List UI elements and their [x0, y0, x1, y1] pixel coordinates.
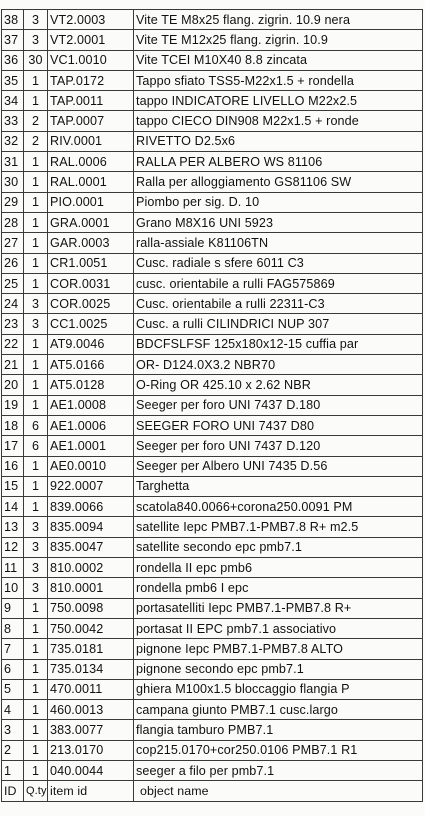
table-row [2, 273, 423, 293]
header-qty: Q.ty [24, 781, 48, 801]
table-row [2, 679, 423, 699]
row-item-id-cell: COR.0025 [48, 294, 134, 314]
row-id-cell: 34 [2, 91, 24, 111]
row-qty-cell: 3 [24, 294, 48, 314]
row-id-cell: 27 [2, 233, 24, 253]
row-item-id-cell: 750.0098 [48, 598, 134, 618]
row-item-id-cell: VT2.0001 [48, 30, 134, 50]
row-id-cell: 9 [2, 598, 24, 618]
header-item-id: item id [48, 781, 134, 801]
row-qty-cell: 3 [24, 314, 48, 334]
row-item-id-cell: CR1.0051 [48, 253, 134, 273]
table-row [2, 436, 423, 456]
row-qty-cell: 1 [24, 273, 48, 293]
row-qty-cell: 1 [24, 740, 48, 760]
row-id-cell: 30 [2, 172, 24, 192]
table-row [2, 294, 423, 314]
row-id-cell: 22 [2, 334, 24, 354]
row-object-name-cell: Ralla per alloggiamento GS81106 SW [134, 172, 423, 192]
row-id-cell: 26 [2, 253, 24, 273]
row-object-name-cell: Seeger per foro UNI 7437 D.180 [134, 395, 423, 415]
table-row [2, 760, 423, 780]
row-object-name-cell: tappo INDICATORE LIVELLO M22x2.5 [134, 91, 423, 111]
row-item-id-cell: 735.0181 [48, 639, 134, 659]
row-object-name-cell: Seeger per Albero UNI 7435 D.56 [134, 456, 423, 476]
table-row [2, 10, 423, 30]
row-item-id-cell: 735.0134 [48, 659, 134, 679]
table-row [2, 111, 423, 131]
row-id-cell: 21 [2, 355, 24, 375]
table-row [2, 91, 423, 111]
row-qty-cell: 1 [24, 70, 48, 90]
row-qty-cell: 1 [24, 720, 48, 740]
row-item-id-cell: RAL.0006 [48, 152, 134, 172]
row-qty-cell: 6 [24, 415, 48, 435]
row-id-cell: 25 [2, 273, 24, 293]
row-qty-cell: 1 [24, 192, 48, 212]
row-qty-cell: 1 [24, 91, 48, 111]
table-row [2, 537, 423, 557]
row-id-cell: 13 [2, 517, 24, 537]
row-id-cell: 35 [2, 70, 24, 90]
table-row [2, 639, 423, 659]
row-qty-cell: 2 [24, 131, 48, 151]
row-object-name-cell: tappo CIECO DIN908 M22x1.5 + ronde [134, 111, 423, 131]
table-row [2, 476, 423, 496]
row-id-cell: 19 [2, 395, 24, 415]
row-object-name-cell: Seeger per foro UNI 7437 D.120 [134, 436, 423, 456]
row-id-cell: 8 [2, 618, 24, 638]
row-object-name-cell: BDCFSLFSF 125x180x12-15 cuffia par [134, 334, 423, 354]
header-id: ID [2, 781, 24, 801]
row-item-id-cell: AE1.0008 [48, 395, 134, 415]
row-qty-cell: 1 [24, 233, 48, 253]
row-id-cell: 5 [2, 679, 24, 699]
row-id-cell: 31 [2, 152, 24, 172]
row-object-name-cell: cop215.0170+cor250.0106 PMB7.1 R1 [134, 740, 423, 760]
table-row [2, 355, 423, 375]
row-id-cell: 28 [2, 212, 24, 232]
row-object-name-cell: Vite TE M8x25 flang. zigrin. 10.9 nera [134, 10, 423, 30]
row-id-cell: 14 [2, 497, 24, 517]
row-id-cell: 20 [2, 375, 24, 395]
row-object-name-cell: cusc. orientabile a rulli FAG575869 [134, 273, 423, 293]
row-item-id-cell: AT5.0128 [48, 375, 134, 395]
row-item-id-cell: 922.0007 [48, 476, 134, 496]
row-item-id-cell: RAL.0001 [48, 172, 134, 192]
row-id-cell: 18 [2, 415, 24, 435]
row-qty-cell: 1 [24, 456, 48, 476]
row-object-name-cell: Targhetta [134, 476, 423, 496]
table-row [2, 558, 423, 578]
row-item-id-cell: GAR.0003 [48, 233, 134, 253]
row-object-name-cell: Grano M8X16 UNI 5923 [134, 212, 423, 232]
row-id-cell: 17 [2, 436, 24, 456]
row-qty-cell: 1 [24, 375, 48, 395]
row-id-cell: 1 [2, 760, 24, 780]
table-row [2, 233, 423, 253]
row-qty-cell: 3 [24, 517, 48, 537]
row-object-name-cell: OR- D124.0X3.2 NBR70 [134, 355, 423, 375]
row-qty-cell: 3 [24, 537, 48, 557]
row-item-id-cell: 383.0077 [48, 720, 134, 740]
table-row [2, 253, 423, 273]
table-row [2, 131, 423, 151]
row-qty-cell: 3 [24, 578, 48, 598]
row-item-id-cell: TAP.0172 [48, 70, 134, 90]
table-header-row [2, 781, 423, 801]
table-row [2, 395, 423, 415]
row-item-id-cell: 213.0170 [48, 740, 134, 760]
table-row [2, 578, 423, 598]
row-qty-cell: 30 [24, 50, 48, 70]
row-qty-cell: 3 [24, 30, 48, 50]
row-item-id-cell: CC1.0025 [48, 314, 134, 334]
row-object-name-cell: RIVETTO D2.5x6 [134, 131, 423, 151]
row-id-cell: 32 [2, 131, 24, 151]
row-qty-cell: 1 [24, 659, 48, 679]
row-qty-cell: 1 [24, 172, 48, 192]
row-qty-cell: 1 [24, 618, 48, 638]
parts-list-body [2, 10, 423, 781]
table-row [2, 152, 423, 172]
row-id-cell: 16 [2, 456, 24, 476]
row-id-cell: 12 [2, 537, 24, 557]
header-object-name: object name [134, 781, 423, 801]
row-item-id-cell: VC1.0010 [48, 50, 134, 70]
row-id-cell: 38 [2, 10, 24, 30]
table-row [2, 720, 423, 740]
row-object-name-cell: satellite Iepc PMB7.1-PMB7.8 R+ m2.5 [134, 517, 423, 537]
row-object-name-cell: SEEGER FORO UNI 7437 D80 [134, 415, 423, 435]
row-id-cell: 2 [2, 740, 24, 760]
row-qty-cell: 1 [24, 212, 48, 232]
row-id-cell: 33 [2, 111, 24, 131]
row-item-id-cell: 460.0013 [48, 700, 134, 720]
row-id-cell: 4 [2, 700, 24, 720]
row-item-id-cell: 810.0002 [48, 558, 134, 578]
row-id-cell: 6 [2, 659, 24, 679]
row-item-id-cell: PIO.0001 [48, 192, 134, 212]
row-item-id-cell: COR.0031 [48, 273, 134, 293]
row-object-name-cell: campana giunto PMB7.1 cusc.largo [134, 700, 423, 720]
table-row [2, 456, 423, 476]
row-item-id-cell: 835.0094 [48, 517, 134, 537]
row-id-cell: 10 [2, 578, 24, 598]
row-object-name-cell: pignone Iepc PMB7.1-PMB7.8 ALTO [134, 639, 423, 659]
row-object-name-cell: Cusc. a rulli CILINDRICI NUP 307 [134, 314, 423, 334]
row-object-name-cell: Vite TCEI M10X40 8.8 zincata [134, 50, 423, 70]
row-qty-cell: 6 [24, 436, 48, 456]
row-qty-cell: 3 [24, 558, 48, 578]
row-id-cell: 11 [2, 558, 24, 578]
table-row [2, 192, 423, 212]
table-row [2, 700, 423, 720]
row-object-name-cell: rondella pmb6 I epc [134, 578, 423, 598]
row-object-name-cell: Tappo sfiato TSS5-M22x1.5 + rondella [134, 70, 423, 90]
table-row [2, 598, 423, 618]
row-id-cell: 36 [2, 50, 24, 70]
table-row [2, 375, 423, 395]
row-object-name-cell: scatola840.0066+corona250.0091 PM [134, 497, 423, 517]
table-row [2, 50, 423, 70]
row-item-id-cell: 040.0044 [48, 760, 134, 780]
row-id-cell: 3 [2, 720, 24, 740]
row-item-id-cell: TAP.0007 [48, 111, 134, 131]
row-item-id-cell: AE1.0001 [48, 436, 134, 456]
row-qty-cell: 2 [24, 111, 48, 131]
row-qty-cell: 1 [24, 497, 48, 517]
row-id-cell: 7 [2, 639, 24, 659]
table-row [2, 517, 423, 537]
row-id-cell: 24 [2, 294, 24, 314]
row-qty-cell: 1 [24, 152, 48, 172]
row-item-id-cell: 839.0066 [48, 497, 134, 517]
table-row [2, 740, 423, 760]
table-row [2, 314, 423, 334]
row-item-id-cell: 810.0001 [48, 578, 134, 598]
row-object-name-cell: Cusc. orientabile a rulli 22311-C3 [134, 294, 423, 314]
table-row [2, 30, 423, 50]
row-qty-cell: 1 [24, 334, 48, 354]
row-object-name-cell: satellite secondo epc pmb7.1 [134, 537, 423, 557]
row-item-id-cell: AT9.0046 [48, 334, 134, 354]
row-item-id-cell: AT5.0166 [48, 355, 134, 375]
row-item-id-cell: RIV.0001 [48, 131, 134, 151]
row-qty-cell: 1 [24, 253, 48, 273]
table-row [2, 497, 423, 517]
row-qty-cell: 1 [24, 679, 48, 699]
row-qty-cell: 1 [24, 760, 48, 780]
row-object-name-cell: portasatelliti Iepc PMB7.1-PMB7.8 R+ [134, 598, 423, 618]
parts-list-table [1, 9, 423, 802]
row-qty-cell: 1 [24, 639, 48, 659]
row-object-name-cell: Cusc. radiale s sfere 6011 C3 [134, 253, 423, 273]
row-object-name-cell: ralla-assiale K81106TN [134, 233, 423, 253]
row-id-cell: 15 [2, 476, 24, 496]
row-id-cell: 37 [2, 30, 24, 50]
row-object-name-cell: Vite TE M12x25 flang. zigrin. 10.9 [134, 30, 423, 50]
row-qty-cell: 1 [24, 598, 48, 618]
row-item-id-cell: VT2.0003 [48, 10, 134, 30]
row-object-name-cell: rondella II epc pmb6 [134, 558, 423, 578]
row-item-id-cell: GRA.0001 [48, 212, 134, 232]
table-row [2, 618, 423, 638]
table-row [2, 659, 423, 679]
row-id-cell: 29 [2, 192, 24, 212]
row-qty-cell: 3 [24, 10, 48, 30]
row-object-name-cell: Piombo per sig. D. 10 [134, 192, 423, 212]
row-item-id-cell: 750.0042 [48, 618, 134, 638]
table-row [2, 212, 423, 232]
table-row [2, 415, 423, 435]
row-qty-cell: 1 [24, 355, 48, 375]
row-object-name-cell: ghiera M100x1.5 bloccaggio flangia P [134, 679, 423, 699]
row-object-name-cell: O-Ring OR 425.10 x 2.62 NBR [134, 375, 423, 395]
row-item-id-cell: 470.0011 [48, 679, 134, 699]
row-item-id-cell: 835.0047 [48, 537, 134, 557]
row-object-name-cell: pignone secondo epc pmb7.1 [134, 659, 423, 679]
row-qty-cell: 1 [24, 395, 48, 415]
row-object-name-cell: portasat II EPC pmb7.1 associativo [134, 618, 423, 638]
row-item-id-cell: AE1.0006 [48, 415, 134, 435]
table-row [2, 70, 423, 90]
row-qty-cell: 1 [24, 476, 48, 496]
row-item-id-cell: AE0.0010 [48, 456, 134, 476]
row-object-name-cell: flangia tamburo PMB7.1 [134, 720, 423, 740]
table-row [2, 334, 423, 354]
row-item-id-cell: TAP.0011 [48, 91, 134, 111]
row-qty-cell: 1 [24, 700, 48, 720]
table-row [2, 172, 423, 192]
row-id-cell: 23 [2, 314, 24, 334]
row-object-name-cell: RALLA PER ALBERO WS 81106 [134, 152, 423, 172]
row-object-name-cell: seeger a filo per pmb7.1 [134, 760, 423, 780]
